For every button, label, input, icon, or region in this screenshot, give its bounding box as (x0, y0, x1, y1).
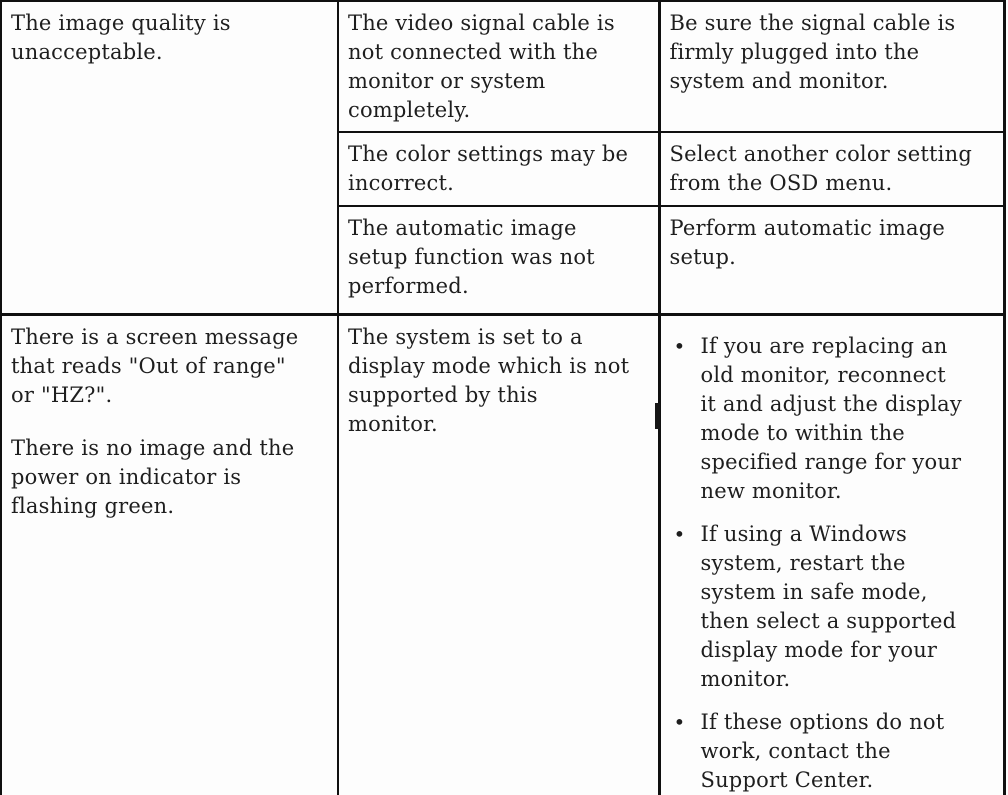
action-cell (659, 314, 1004, 795)
action-bullet-text: If these options do not work, contact the Support Center. (700, 709, 945, 792)
problem-text: The image quality is unacceptable. (11, 11, 231, 64)
problem-paragraph: There is a screen message that reads "Out of range" or "HZ?". (11, 324, 299, 407)
scan-artifact (655, 403, 660, 429)
cause-text: The video signal cable is not connected with the monitor or system completely. (348, 11, 615, 122)
problem-cell (1, 314, 338, 795)
cause-text: The color settings may be incorrect. (348, 142, 629, 195)
bullet-icon: • (673, 521, 686, 546)
cause-cell (338, 314, 659, 795)
cause-text: The automatic image setup function was not performed. (348, 216, 595, 298)
problem-paragraph: There is no image and the power on indicator is flashing green. (11, 435, 295, 518)
action-text: Perform automatic image setup. (669, 216, 945, 269)
action-text: Select another color setting from the OSD menu. (669, 142, 972, 195)
list-item (672, 708, 993, 795)
action-cell (659, 206, 1004, 314)
table-row (1, 1, 1004, 132)
table-row (1, 314, 1004, 795)
problem-cell (1, 1, 338, 314)
bullet-icon: • (673, 333, 686, 358)
cause-cell (338, 132, 659, 206)
bullet-icon: • (673, 709, 686, 734)
cause-cell (338, 206, 659, 314)
action-cell (659, 1, 1004, 132)
cause-text: The system is set to a display mode which is not supported by this monitor. (348, 324, 630, 436)
cause-cell (338, 1, 659, 132)
list-item (672, 332, 993, 506)
action-text: Be sure the signal cable is firmly plugged into the system and monitor. (669, 11, 956, 93)
action-bullet-text: If using a Windows system, restart the system in safe mode, then select a supported display mode for your monitor. (700, 521, 957, 691)
action-cell (659, 132, 1004, 206)
list-item (672, 520, 993, 694)
action-bullet-text: If you are replacing an old monitor, reconnect it and adjust the display mode to within the specified range for your new monitor. (700, 333, 962, 503)
